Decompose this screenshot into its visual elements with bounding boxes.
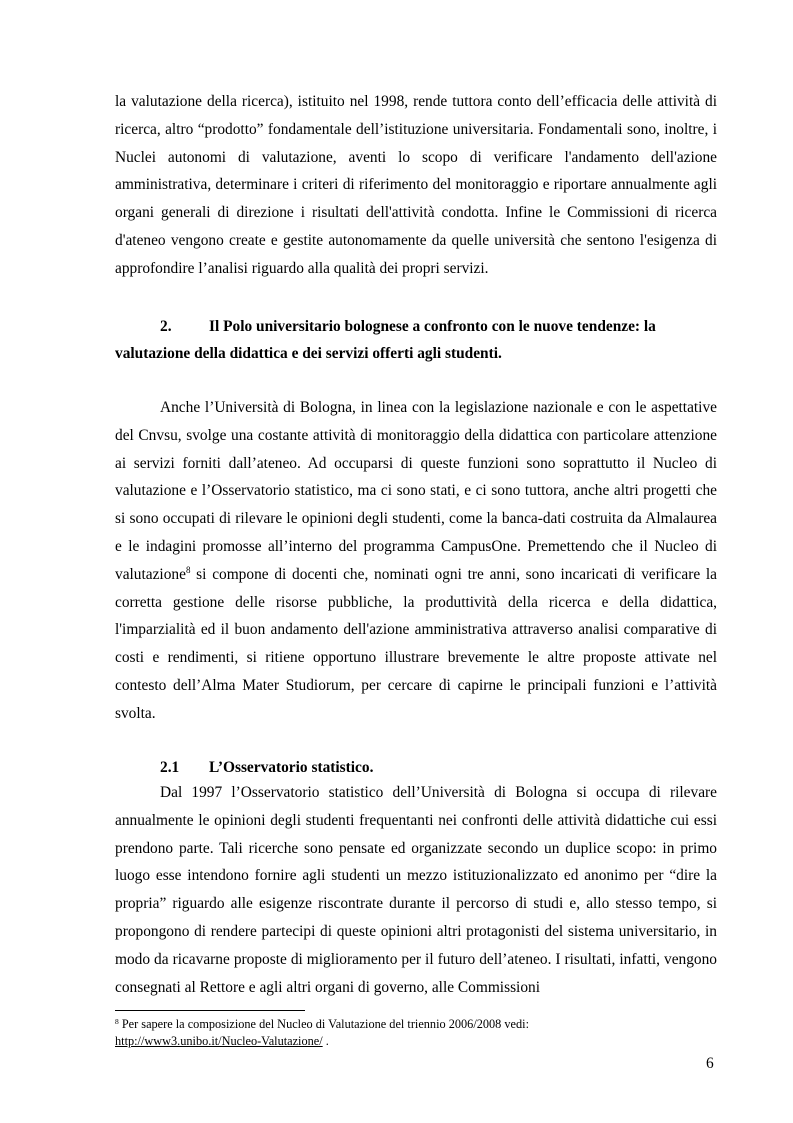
section-2-1-title: L’Osservatorio statistico. xyxy=(209,759,374,776)
section-2-title-line2: valutazione della didattica e dei servizi offerti agli studenti. xyxy=(115,345,502,362)
footnote-link[interactable]: http://www3.unibo.it/Nucleo-Valutazione/ xyxy=(115,1034,323,1048)
section-2-1-number: 2.1 xyxy=(160,759,180,776)
footnote-reference[interactable]: 8 xyxy=(185,564,191,575)
paragraph-section-2-part1: Anche l’Università di Bologna, in linea con la legislazione nazionale e con le aspettative del Cnvsu, svolge una costante attività di monitoraggio della didattica con particolare attenzione ai servizi forniti dall’ateneo. Ad occuparsi di queste funzioni sono soprattutto il Nucleo di valutazione e l’Osservatorio statistico, ma ci sono stati, e ci sono tuttora, anche altri progetti che si sono occupati di rilevare le opinioni degli studenti, come la banca-dati costruita da Almalaurea e le indagini promosse all’interno del programma CampusOne. Premettendo che il Nucleo di valutazione xyxy=(115,399,717,583)
footnote-tail: . xyxy=(322,1034,329,1048)
footnote-text: Per sapere la composizione del Nucleo di Valutazione del triennio 2006/2008 vedi: xyxy=(118,1017,529,1031)
paragraph-section-2-part2: si compone di docenti che, nominati ogni tre anni, sono incaricati di verificare la corretta gestione delle risorse pubbliche, la produttività della ricerca e della didattica, l'imparzialità ed il buon andamento dell'azione amministrativa attraverso analisi comparative di costi e rendimenti, si ritiene opportuno illustrare brevemente le altre proposte attivate nel contesto dell’Alma Mater Studiorum, per cercare di capirne le principali funzioni e l’attività svolta. xyxy=(115,565,717,722)
section-2-title-line1: Il Polo universitario bolognese a confronto con le nuove tendenze: la xyxy=(209,318,656,335)
paragraph-section-2 xyxy=(115,394,717,728)
paragraph-intro: la valutazione della ricerca), istituito nel 1998, rende tuttora conto dell’efficacia delle attività di ricerca, altro “prodotto” fondamentale dell’istituzione universitaria. Fondamentali sono, inoltre, i Nuclei autonomi di valutazione, aventi lo scopo di verificare l'andamento dell'azione amministrativa, determinare i criteri di riferimento del monitoraggio e riportare annualmente agli organi generali di direzione i risultati dell'attività condotta. Infine le Commissioni di ricerca d'ateneo vengono create e gestite autonomamente da quelle università che sentono l'esigenza di approfondire l’analisi riguardo alla qualità dei propri servizi. xyxy=(115,93,717,277)
page-number: 6 xyxy=(706,1055,714,1072)
footnote-divider xyxy=(115,1010,305,1011)
footnote-marker: 8 xyxy=(115,1017,119,1026)
paragraph-section-2-1: Dal 1997 l’Osservatorio statistico dell’Università di Bologna si occupa di rilevare annualmente le opinioni degli studenti frequentanti nei confronti delle attività didattiche cui essi prendono parte. Tali ricerche sono pensate ed organizzate secondo un duplice scopo: in primo luogo esse intendono fornire agli studenti un mezzo istituzionalizzato ed anonimo per “dire la propria” riguardo alle esigenze riscontrate durante il percorso di studi e, allo stesso tempo, si propongono di rendere partecipi di queste opinioni altri protagonisti del sistema universitario, in modo da ricavarne proposte di miglioramento per il futuro dell’ateneo. I risultati, infatti, vengono consegnati al Rettore e agli altri organi di governo, alle Commissioni xyxy=(115,784,717,996)
footnote xyxy=(115,1016,717,1050)
section-2-number: 2. xyxy=(160,318,172,335)
